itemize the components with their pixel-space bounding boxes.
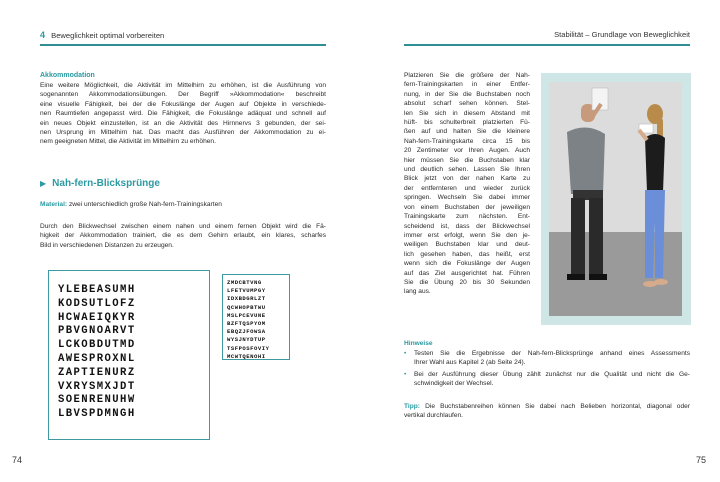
header-rule: [40, 44, 326, 46]
text-line: 20 Zentimeter vor Ihren Augen. Auch: [404, 147, 530, 155]
chart-row: VXRYSMXJDT: [58, 380, 136, 393]
text-line: fern-Trainingskarten in einer Entfer-: [404, 81, 530, 89]
text-line: sogenannten Akkommodationsübungen. Der Begriff »Akkommodation« beschreibt: [40, 91, 326, 99]
section-body: [40, 81, 326, 147]
text-line: hier müssen Sie die Buchstaben klar: [404, 156, 530, 164]
text-line: lich gesehen haben, das heißt, erst: [404, 250, 530, 258]
tip-label: Tipp:: [404, 403, 420, 410]
chart-row: LFETVUMPGY: [227, 287, 266, 295]
chart-row: MSLPCEVUNE: [227, 311, 266, 319]
triangle-marker-icon: ▶: [40, 179, 47, 188]
people-illustration: [549, 82, 682, 316]
exercise-photo: [549, 82, 682, 316]
text-line: nem geeigneten Mittel, die Aktivität im Mittelhirn zu erhöhen.: [40, 138, 216, 146]
text-line: Die Buchstabenreihen können Sie dabei nach Belieben horizontal, diagonal oder: [420, 403, 690, 410]
chart-row: HCWAEIQKYR: [58, 311, 136, 324]
exercise-title: Nah-fern-Blicksprünge: [52, 178, 160, 189]
bullet-icon: •: [404, 371, 407, 378]
bullet-icon: •: [404, 350, 407, 357]
chart-row: QCWHOPBTWU: [227, 303, 266, 311]
text-line: wenn sich die Fokuslänge der Augen: [404, 260, 530, 268]
chapter-number: 4: [40, 30, 46, 40]
chart-row: ZMDCBTVNG: [227, 279, 262, 286]
page-number-left: 74: [12, 455, 23, 465]
text-line: Bild in verschiedenen Distanzen zu erzeugen.: [40, 241, 174, 249]
header-rule: [404, 44, 690, 46]
hint-item: [404, 349, 690, 369]
text-line: len Sie sich in diesem Abstand mit: [404, 109, 530, 117]
chart-row: EBQZJFOWSA: [227, 328, 266, 336]
text-line: Eine weitere Möglichkeit, die Aktivität im Mittelhirn zu erhöhen, ist die Ausführung von: [40, 82, 326, 89]
chart-row: MCWTQENOHI: [227, 352, 266, 360]
exercise-body: [40, 222, 326, 250]
chart-row: TSFPOSFOVIY: [227, 344, 270, 352]
running-header-left: [40, 30, 164, 40]
text-line: absolut scharf sehen können. Stel-: [404, 100, 530, 108]
text-line: Nah-fern-Trainingskarte circa 15 bis: [404, 137, 530, 145]
text-line: scheidend ist, dass der Blickwechsel: [404, 222, 530, 230]
chart-row: LCKOBDUTMD: [58, 339, 136, 352]
large-letter-chart: [58, 284, 206, 422]
material-label: Material:: [40, 201, 68, 208]
text-line: nung, in der Sie die Buchstaben noch: [404, 90, 530, 98]
exercise-heading: [40, 178, 160, 189]
chart-row: YLEBEASUMH: [58, 284, 136, 296]
text-line: higkeit der Akkommodation trainiert, die es dem Gehirn erlaubt, ein klares, scharfes: [40, 232, 326, 240]
text-line: nen Ursprung im Mittelhirn hat. Das macht das Ausführen der Akkommodation zu ei-: [40, 129, 326, 137]
chart-row: BZFTQSPYOM: [227, 320, 266, 328]
material-line: [40, 200, 326, 209]
chart-row: SOENRENUHW: [58, 394, 136, 407]
instruction-body: [404, 71, 530, 297]
section-heading: Akkommodation: [40, 72, 95, 79]
text-line: ein neues Objekt einzustellen, ist an die Aktivität des Hirnnervs 3 gebunden, der sei-: [40, 119, 326, 127]
chapter-title: Beweglichkeit optimal vorbereiten: [51, 31, 165, 40]
text-line: springen. Wechseln Sie dabei immer: [404, 194, 530, 202]
tip-paragraph: [404, 402, 690, 421]
text-line: Ihrer Wahl aus Kapitel 2 (ab Seite 24).: [414, 359, 526, 367]
hints-heading: Hinweise: [404, 340, 433, 347]
text-line: schwindigkeit der Wechsel.: [414, 380, 494, 388]
material-text: zwei unterschiedlich große Nah-fern-Trainingskarten: [67, 201, 222, 208]
text-line: weiligen Buchstaben klar und deut-: [404, 241, 530, 249]
text-line: Platzieren Sie die größere der Nah-: [404, 72, 530, 79]
chart-row: IDXBDGRLZT: [227, 295, 266, 303]
chart-row: KODSUTLOFZ: [58, 297, 136, 310]
text-line: lang aus.: [404, 288, 431, 296]
chart-row: LBVSPDMNGH: [58, 408, 136, 421]
chart-row: ZAPTIENURZ: [58, 366, 136, 379]
text-line: Testen Sie die Ergebnisse der Nah-fern-Blicksprünge anhand eines Assessments: [414, 350, 690, 357]
text-line: eine visuelle Fähigkeit, bei der die Fokuslänge der Augen auf Objekte in verschiede-: [40, 100, 326, 108]
text-line: vertikal durchlaufen.: [404, 412, 464, 420]
text-line: hüft- bis schulterbreit platzierten Fü-: [404, 119, 530, 127]
chart-row: WYSJNYDTUP: [227, 336, 266, 344]
text-line: nen Raumtiefen angepasst wird. Die Fähigkeit, die Fokuslänge adäquat und schnell auf: [40, 110, 326, 118]
text-line: von einem Buchstaben der jeweiligen: [404, 203, 530, 211]
running-header-right: Stabilität – Grundlage von Beweglichkeit: [554, 30, 690, 39]
text-line: Durch den Blickwechsel zwischen einem nahen und einem fernen Objekt wird die Fä-: [40, 223, 326, 230]
chart-row: AWESPROXNL: [58, 352, 136, 365]
small-letter-chart: [227, 279, 269, 361]
text-line: auf das Ziel ausgerichtet hat. Führen: [404, 269, 530, 277]
text-line: immer erst erfolgt, wenn Sie den je-: [404, 231, 530, 239]
hint-item: [404, 370, 690, 390]
text-line: der entfernteren und wieder zurück: [404, 184, 530, 192]
text-line: ßen auf und halten Sie die kleinere: [404, 128, 530, 136]
text-line: Sie die Übung 20 bis 30 Sekunden: [404, 278, 530, 286]
chart-row: PBVGNOARVT: [58, 325, 136, 338]
text-line: Blick jetzt von der nahen Karte zu: [404, 175, 530, 183]
page-number-right: 75: [696, 455, 707, 465]
text-line: Trainingskarte zum nächsten. Ent-: [404, 213, 530, 221]
text-line: Bei der Ausführung dieser Übung zählt zunächst nur die Qualität und nicht die Ge-: [414, 371, 690, 378]
text-line: und deutlich sehen. Lassen Sie Ihren: [404, 166, 530, 174]
